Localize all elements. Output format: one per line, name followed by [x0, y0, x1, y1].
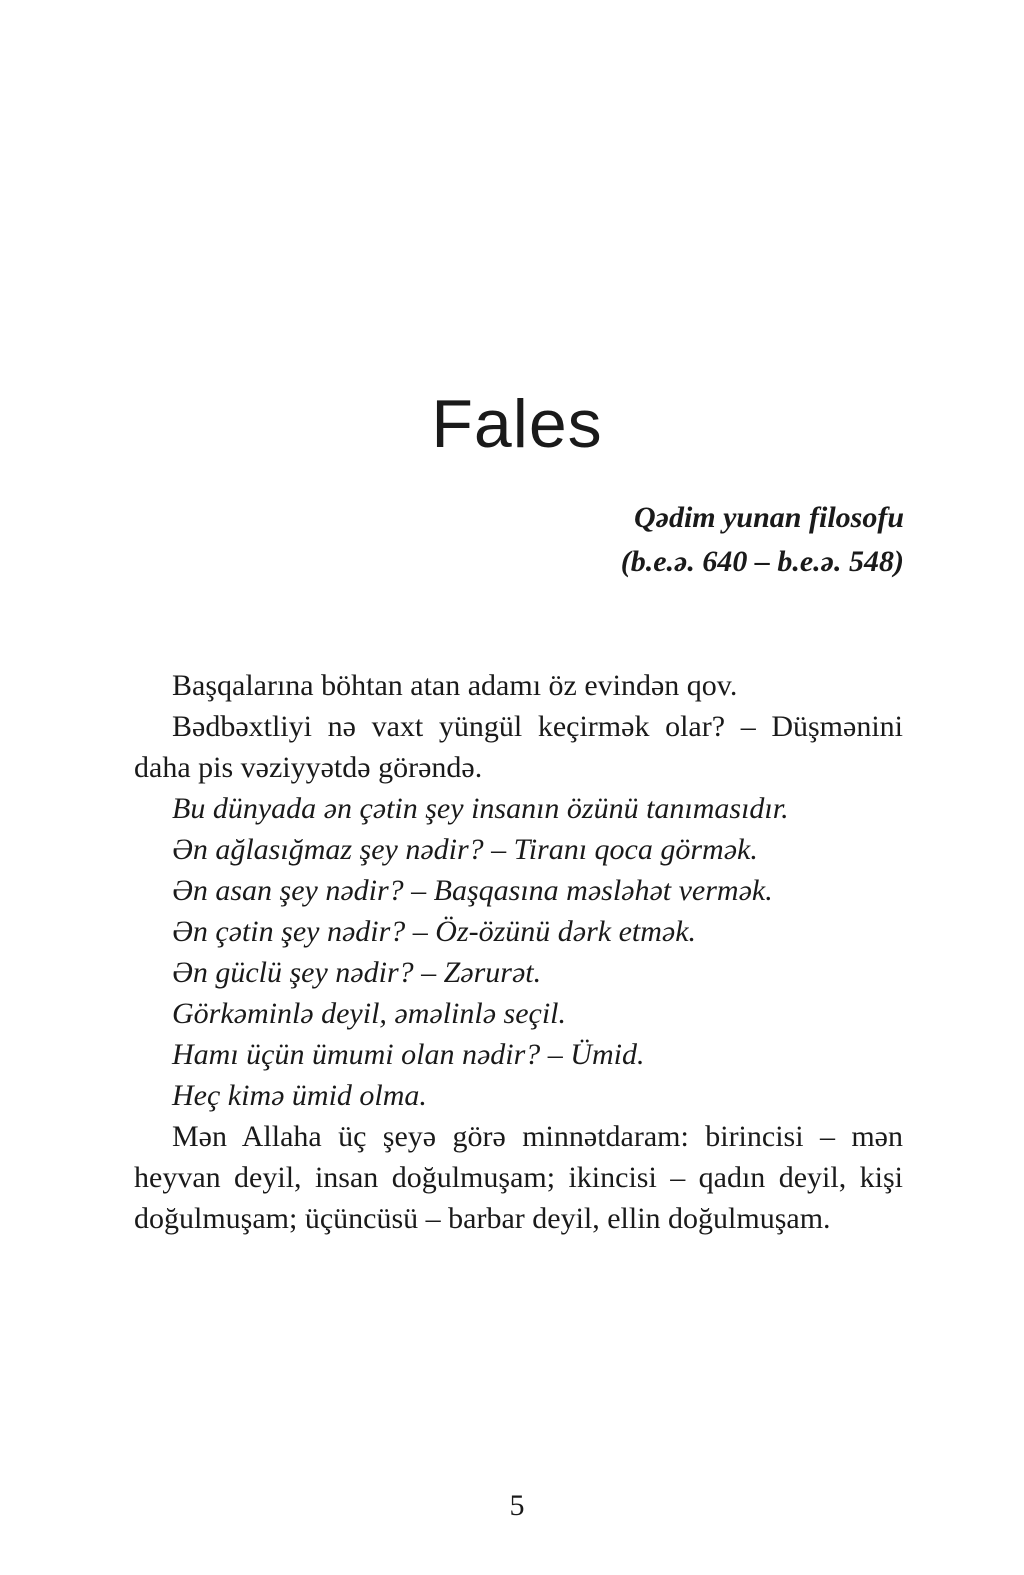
- quote-paragraph: Görkəminlə deyil, əməlinlə seçil.: [172, 997, 567, 1030]
- quote-paragraph: Heç kimə ümid olma.: [172, 1079, 427, 1112]
- quote-paragraph: Ən ağlasığmaz şey nədir? – Tiranı qoca görmək.: [172, 833, 758, 866]
- author-lifespan-line: (b.e.ə. 640 – b.e.ə. 548): [620, 545, 904, 578]
- quote-paragraph: Mən Allaha üç şeyə görə minnətdaram: birincisi – mən heyvan deyil, insan doğulmuşam; ikincisi – qadın deyil, kişi doğulmuşam; üçüncüsü – barbar deyil, ellin doğulmuşam.: [134, 1120, 903, 1235]
- quote-paragraph: Ən güclü şey nədir? – Zərurət.: [172, 956, 542, 989]
- author-description: [621, 496, 904, 584]
- quote-paragraph: Bu dünyada ən çətin şey insanın özünü tanımasıdır.: [172, 792, 789, 825]
- author-description-line: Qədim yunan filosofu: [633, 501, 904, 534]
- quotes-body: [134, 665, 903, 1239]
- quote-paragraph: Ən asan şey nədir? – Başqasına məsləhət vermək.: [172, 874, 773, 907]
- quote-paragraph: Başqalarına böhtan atan adamı öz evindən qov.: [172, 669, 738, 702]
- quote-paragraph: Hamı üçün ümumi olan nədir? – Ümid.: [172, 1038, 645, 1071]
- quote-paragraph: Bədbəxtliyi nə vaxt yüngül keçirmək olar? – Düşmənini daha pis vəziyyətdə görəndə.: [134, 710, 903, 784]
- page-title: Fales: [431, 386, 603, 462]
- quote-paragraph: Ən çətin şey nədir? – Öz-özünü dərk etmək.: [172, 915, 697, 948]
- page-number: 5: [509, 1489, 525, 1522]
